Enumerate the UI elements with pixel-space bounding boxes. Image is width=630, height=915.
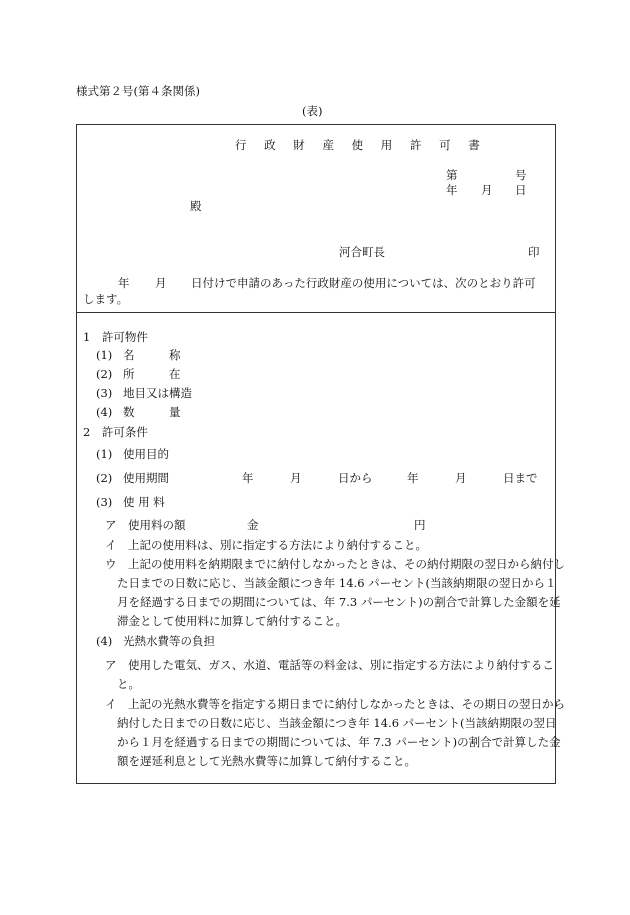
fee-amount-label: ア 使用料の額 <box>105 518 186 532</box>
period-day1: 日から <box>338 471 373 485</box>
period-month1: 月 <box>290 471 302 485</box>
period-year1: 年 <box>242 471 254 485</box>
number-go: 号 <box>515 168 527 182</box>
item-label: 地目又は構造 <box>123 386 192 400</box>
section1-heading: 1 許可物件 <box>83 330 148 344</box>
intro-text-line2: します。 <box>83 292 129 306</box>
section2-heading: 2 許可条件 <box>83 425 148 439</box>
period-month2: 月 <box>455 471 467 485</box>
section-divider <box>76 312 556 313</box>
utilities-num: (4) <box>96 634 113 648</box>
side-indicator: (表) <box>302 104 323 118</box>
period-year2: 年 <box>407 471 419 485</box>
item-num: (2) <box>96 367 113 381</box>
item-label: 所 在 <box>123 367 181 381</box>
purpose-num: (1) <box>96 447 113 461</box>
fee-clause-i: イ 上記の使用料は、別に指定する方法により納付すること。 <box>105 538 427 552</box>
intro-year: 年 <box>118 276 130 290</box>
fee-clause-u: ウ 上記の使用料を納期限までに納付しなかったときは、その納付期限の翌日から納付した日までの日数に応じ、当該金額につき年 14.6 パーセント(当該納期限の翌日から１月を経過する日までの期間については、年 7.3 パーセント)の割合で計算した金額を延滞金として使用料に加算して納付すること。 <box>105 557 565 628</box>
item-num: (4) <box>96 405 113 419</box>
seal-mark: 印 <box>528 245 540 259</box>
period-label: 使用期間 <box>123 471 169 485</box>
date-day: 日 <box>515 183 527 197</box>
utilities-clause-a: ア 使用した電気、ガス、水道、電話等の料金は、別に指定する方法により納付すること。 <box>105 658 554 691</box>
period-day2: 日まで <box>503 471 538 485</box>
utilities-clause-i: イ 上記の光熱水費等を指定する期日までに納付しなかったときは、その期日の翌日から納付した日までの日数に応じ、当該金額につき年 14.6 パーセント(当該納期限の翌日から１月を経過する日までの期間については、年 7.3 パーセント)の割合で計算した金額を遅延利息として光熱水費等に加算して納付すること。 <box>105 697 565 768</box>
issuer-name: 河合町長 <box>339 245 385 259</box>
date-month: 月 <box>481 183 493 197</box>
item-label: 数 量 <box>123 405 181 419</box>
item-num: (1) <box>96 348 113 362</box>
form-number-label: 様式第２号(第４条関係) <box>76 84 200 98</box>
fee-amount-kin: 金 <box>247 518 259 532</box>
utilities-label: 光熱水費等の負担 <box>123 634 215 648</box>
purpose-label: 使用目的 <box>123 447 169 461</box>
fee-label: 使 用 料 <box>123 495 165 509</box>
addressee-suffix: 殿 <box>190 199 202 213</box>
intro-text: 日付けで申請のあった行政財産の使用については、次のとおり許可 <box>191 276 536 290</box>
fee-amount-yen: 円 <box>414 518 426 532</box>
intro-month: 月 <box>155 276 167 290</box>
item-label: 名 称 <box>123 348 181 362</box>
date-year: 年 <box>446 183 458 197</box>
item-num: (3) <box>96 386 113 400</box>
period-num: (2) <box>96 471 113 485</box>
document-title: 行 政 財 産 使 用 許 可 書 <box>235 138 487 152</box>
number-dai: 第 <box>446 168 458 182</box>
fee-num: (3) <box>96 495 113 509</box>
